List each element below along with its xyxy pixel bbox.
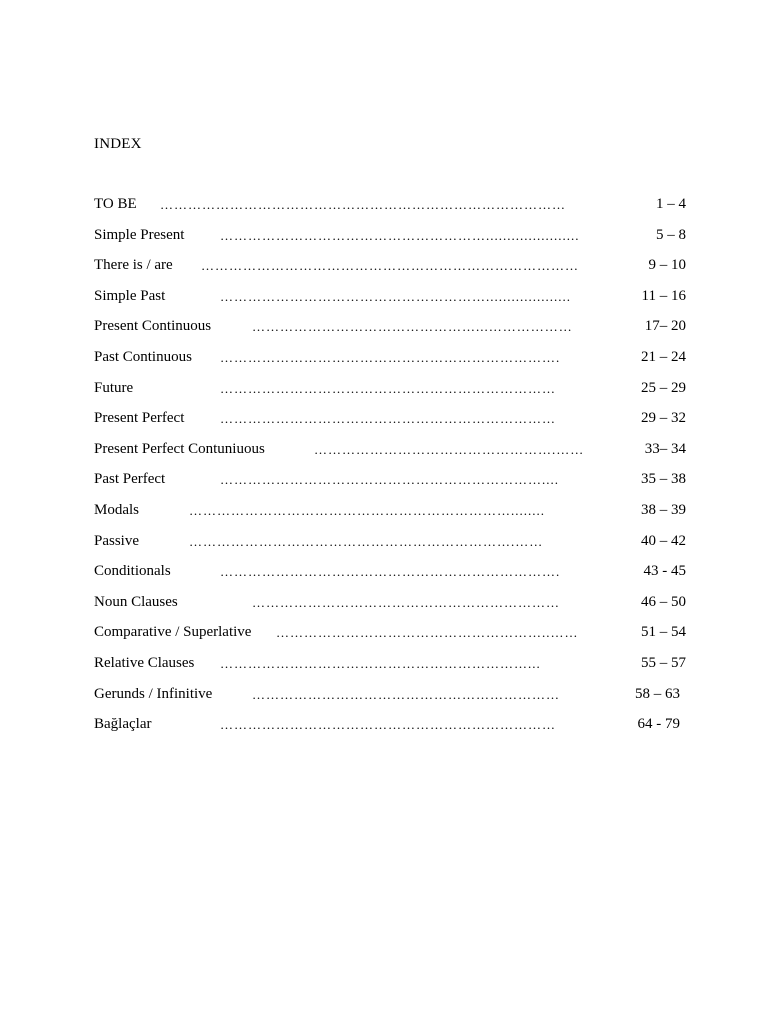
toc-entry (94, 471, 694, 502)
toc-entry-label: Simple Present (94, 226, 185, 243)
toc-entry-leader: …………………………………………...……………… (252, 319, 573, 335)
toc-entry-pages: 11 – 16 (641, 287, 686, 304)
toc-entry-pages: 29 – 32 (641, 410, 686, 427)
toc-entry-label: TO BE (94, 196, 137, 212)
toc-entry-leader: ………………………………………………………………. (220, 564, 561, 580)
toc-entry (94, 349, 694, 380)
toc-entry-label: Past Continuous (94, 348, 192, 365)
toc-entry-leader: …………………………………………….…… (314, 441, 585, 457)
toc-entry-leader: ……………………………………………………………........ (189, 502, 545, 518)
toc-entry-leader: ………………………………………………………… (252, 686, 560, 702)
toc-entry (94, 380, 694, 411)
page-title: INDEX (94, 136, 142, 152)
toc-entry-pages: 46 – 50 (641, 593, 686, 610)
toc-entry-leader: ……………………………………………………………… (220, 411, 556, 427)
toc-entry-leader: …………………………………………………………….... (220, 472, 559, 488)
toc-entry-pages: 17– 20 (644, 318, 686, 335)
toc-entry-label: Present Perfect Contuniuous (94, 440, 265, 457)
toc-entry-label: Conditionals (94, 563, 171, 580)
toc-entry-pages: 58 – 63 (635, 685, 680, 702)
toc-entry-label: Passive (94, 532, 139, 549)
toc-entry-pages: 40 – 42 (641, 532, 686, 549)
toc-entry-pages: 43 - 45 (643, 563, 686, 580)
toc-entry-label: There is / are (94, 257, 173, 274)
toc-entry-label: Noun Clauses (94, 593, 178, 610)
toc-entry (94, 502, 694, 533)
toc-entry-pages: 1 – 4 (656, 196, 686, 212)
toc-entry-leader: …………………………………………………...................... (220, 227, 580, 243)
toc-entry-label: Simple Past (94, 287, 166, 304)
toc-entry-pages: 55 – 57 (641, 654, 686, 671)
toc-entry-label: Gerunds / Infinitive (94, 685, 213, 702)
toc-entry-pages: 21 – 24 (641, 348, 686, 365)
toc-entry-pages: 9 – 10 (648, 257, 686, 274)
toc-entry-leader: …………………………………………………………... (220, 655, 541, 671)
toc-entry (94, 441, 694, 472)
toc-entry-label: Present Continuous (94, 318, 212, 335)
toc-entry-pages: 35 – 38 (641, 471, 686, 488)
toc-entry-label: Present Perfect (94, 410, 185, 427)
toc-entry (94, 257, 694, 288)
toc-entry-pages: 38 – 39 (641, 501, 686, 518)
toc-entry-pages: 5 – 8 (656, 226, 686, 243)
toc-entry (94, 410, 694, 441)
toc-entry-pages: 25 – 29 (641, 379, 686, 396)
toc-entry (94, 227, 694, 258)
toc-entry-leader: …………………………………………………..…… (276, 625, 579, 641)
toc-entry-label: Bağlaçlar (94, 716, 152, 733)
toc-entry (94, 686, 694, 717)
toc-entry (94, 318, 694, 349)
toc-entry-label: Comparative / Superlative (94, 624, 252, 641)
toc-entry-leader: ……………………………………………………………… (220, 380, 556, 396)
toc-entry-leader: …………………………………………………………………………… (160, 197, 566, 212)
toc-entry-leader: ………………………………………………………… (252, 594, 560, 610)
toc-entry (94, 716, 694, 747)
toc-entry-leader: …………………………………………………………….…… (189, 533, 544, 549)
toc-entry-label: Past Perfect (94, 471, 166, 488)
toc-entry (94, 563, 694, 594)
toc-entry (94, 655, 694, 686)
toc-entry-pages: 51 – 54 (641, 624, 686, 641)
toc-entry (94, 533, 694, 564)
toc-entry (94, 288, 694, 319)
table-of-contents (94, 196, 694, 747)
toc-entry-pages: 33– 34 (644, 440, 686, 457)
toc-entry (94, 196, 694, 227)
toc-entry-leader: ……………………………………………………………………… (201, 258, 579, 274)
toc-entry-leader: ………………………………………………………………. (220, 349, 561, 365)
toc-entry-label: Modals (94, 501, 139, 518)
toc-entry (94, 624, 694, 655)
toc-entry-pages: 64 - 79 (637, 716, 680, 733)
toc-entry-leader: ………………………………………………….................... (220, 288, 571, 304)
toc-entry-label: Future (94, 379, 134, 396)
toc-entry-leader: ……………………………………………………………… (220, 717, 556, 733)
toc-entry-label: Relative Clauses (94, 654, 195, 671)
toc-entry (94, 594, 694, 625)
